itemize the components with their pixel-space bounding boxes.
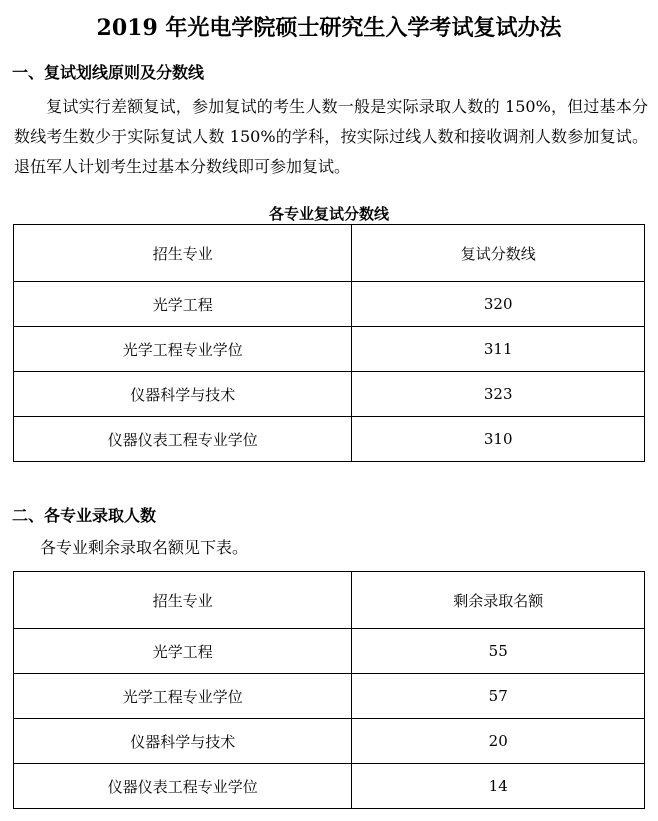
cell-major: 仪器仪表工程专业学位 (14, 764, 352, 809)
table-row (14, 719, 645, 764)
cell-major: 仪器科学与技术 (14, 372, 352, 417)
table-header-row (14, 225, 645, 282)
section1-paragraph (14, 92, 648, 182)
cell-score: 323 (352, 372, 645, 417)
score-table-caption: 各专业复试分数线 (268, 205, 389, 223)
header-quota: 剩余录取名额 (352, 572, 645, 629)
section1-heading: 一、复试划线原则及分数线 (12, 63, 205, 82)
header-major: 招生专业 (14, 572, 352, 629)
section1-paragraph-text: 复试实行差额复试，参加复试的考生人数一般是实际录取人数的 150%，但过基本分数线考生数少于实际复试人数 150%的学科，按实际过线人数和接收调剂人数参加复试。退伍军人计划考生过基本分数线即可参加复试。 (14, 97, 648, 176)
cell-major: 光学工程 (14, 282, 352, 327)
table-row (14, 282, 645, 327)
table-row (14, 674, 645, 719)
cell-quota: 57 (352, 674, 645, 719)
cell-major: 仪器仪表工程专业学位 (14, 417, 352, 462)
cell-score: 310 (352, 417, 645, 462)
cell-major: 光学工程专业学位 (14, 327, 352, 372)
quota-table (13, 571, 645, 809)
cell-score: 320 (352, 282, 645, 327)
header-major: 招生专业 (14, 225, 352, 282)
cell-score: 311 (352, 327, 645, 372)
table-row (14, 764, 645, 809)
table-row (14, 327, 645, 372)
table-row (14, 417, 645, 462)
cell-major: 光学工程专业学位 (14, 674, 352, 719)
score-table (13, 224, 645, 462)
cell-quota: 20 (352, 719, 645, 764)
header-score: 复试分数线 (352, 225, 645, 282)
cell-quota: 55 (352, 629, 645, 674)
cell-quota: 14 (352, 764, 645, 809)
section2-heading: 二、各专业录取人数 (12, 506, 157, 525)
table-header-row (14, 572, 645, 629)
page-title: 2019 年光电学院硕士研究生入学考试复试办法 (96, 15, 562, 41)
cell-major: 光学工程 (14, 629, 352, 674)
section2-paragraph: 各专业剩余录取名额见下表。 (40, 538, 249, 557)
cell-major: 仪器科学与技术 (14, 719, 352, 764)
table-row (14, 372, 645, 417)
table-row (14, 629, 645, 674)
